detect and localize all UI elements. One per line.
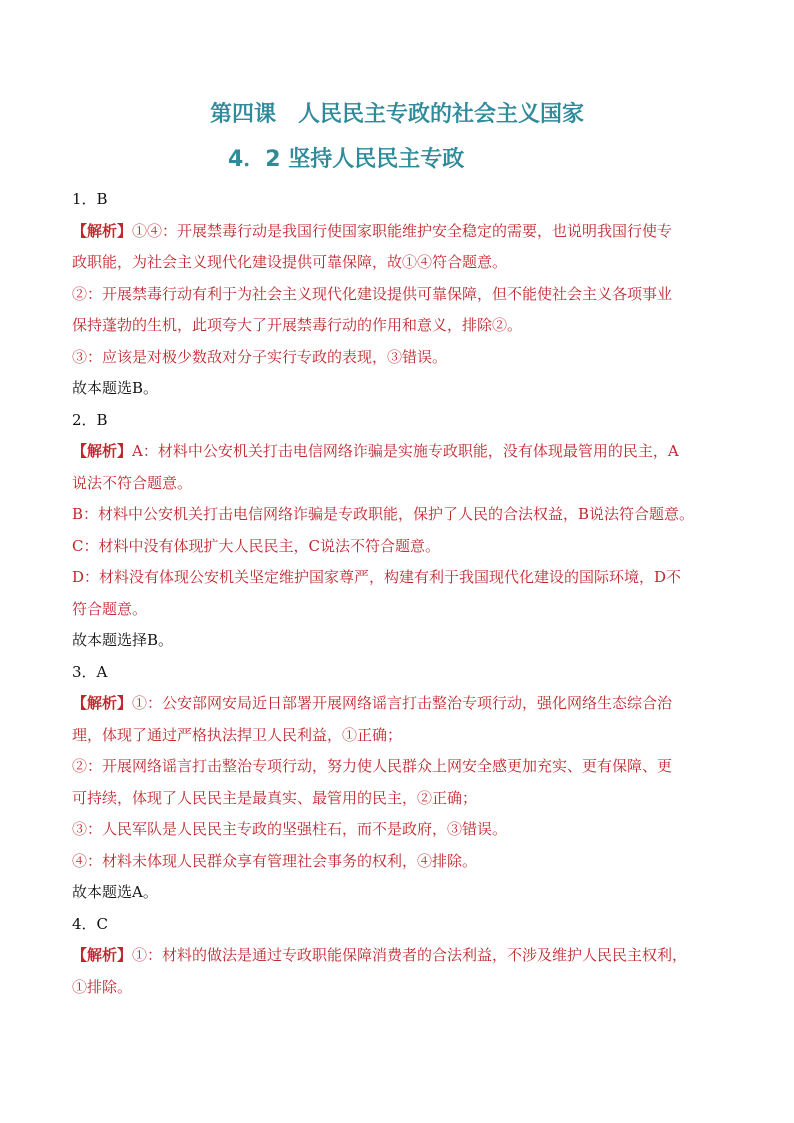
explanation-text: ③：应该是对极少数敌对分子实行专政的表现，③错误。 [72,347,448,366]
explanation-text: 说法不符合题意。 [72,473,193,492]
explanation-text: 保持蓬勃的生机，此项夸大了开展禁毒行动的作用和意义，排除②。 [72,316,523,334]
explanation-text: 符合题意。 [72,599,148,618]
explanation-text: 政职能，为社会主义现代化建设提供可靠保障，故①④符合题意。 [72,253,508,271]
explanation-text: 可持续，体现了人民民主是最真实、最管用的民主，②正确； [72,788,478,807]
explanation-line [72,562,724,594]
answer-line [72,877,724,909]
answer-text: 故本题选A。 [72,883,158,901]
answer-line [72,657,724,689]
answer-line [72,625,724,657]
page-title: 第四课 人民民主专政的社会主义国家 [209,102,584,127]
explanation-text: ②：开展网络谣言打击整治专项行动，努力使人民群众上网安全感更加充实、更有保障、更 [72,757,673,775]
explanation-line [72,846,724,878]
explanation-line [72,814,724,846]
explanation-text: ③：人民军队是人民民主专政的坚强柱石，而不是政府，③错误。 [72,820,508,838]
answer-text: 故本题选B。 [72,379,159,397]
explanation-line [72,783,724,815]
answer-line [72,373,724,405]
answer-text: 4．C [72,914,109,933]
analysis-tag: 【解析】 [72,946,133,964]
explanation-text: ①④：开展禁毒行动是我国行使国家职能维护安全稳定的需要，也说明我国行使专 [132,221,673,240]
explanation-text: ①排除。 [72,977,133,996]
section-subtitle: 4．2 坚持人民民主专政 [228,147,465,172]
explanation-text: B：材料中公安机关打击电信网络诈骗是专政职能，保护了人民的合法权益，B说法符合题意。 [72,505,695,523]
answer-text: 3．A [72,662,108,681]
explanation-text: ④：材料未体现人民群众享有管理社会事务的权利，④排除。 [72,851,478,870]
analysis-tag: 【解析】 [72,694,133,712]
answer-line [72,184,724,216]
explanation-line [72,468,724,500]
explanation-text: C：材料中没有体现扩大人民民主，C说法不符合题意。 [72,536,440,555]
explanation-text: D：材料没有体现公安机关坚定维护国家尊严，构建有利于我国现代化建设的国际环境，D不 [72,568,682,586]
explanation-line [72,342,724,374]
explanation-line [72,972,724,1004]
explanation-line [72,247,724,279]
answer-content [72,184,724,1003]
explanation-text: ①：公安部网安局近日部署开展网络谣言打击整治专项行动，强化网络生态综合治 [132,694,673,712]
explanation-line [72,531,724,563]
explanation-line [72,216,724,248]
explanation-text: A：材料中公安机关打击电信网络诈骗是实施专政职能，没有体现最管用的民主，A [132,442,679,460]
explanation-line [72,940,724,972]
explanation-line [72,688,724,720]
explanation-line [72,751,724,783]
answer-text: 1．B [72,190,108,208]
answer-line [72,405,724,437]
explanation-text: ②：开展禁毒行动有利于为社会主义现代化建设提供可靠保障，但不能使社会主义各项事业 [72,284,673,303]
answer-text: 故本题选择B。 [72,631,174,649]
explanation-line [72,279,724,311]
explanation-line [72,310,724,342]
explanation-line [72,499,724,531]
analysis-tag: 【解析】 [72,221,133,240]
explanation-line [72,594,724,626]
explanation-text: 理，体现了通过严格执法捍卫人民利益，①正确； [72,725,403,744]
explanation-line [72,720,724,752]
analysis-tag: 【解析】 [72,442,133,460]
explanation-text: ①：材料的做法是通过专政职能保障消费者的合法利益，不涉及维护人民民主权利， [132,946,688,964]
answer-text: 2．B [72,410,108,429]
answer-line [72,909,724,941]
explanation-line [72,436,724,468]
